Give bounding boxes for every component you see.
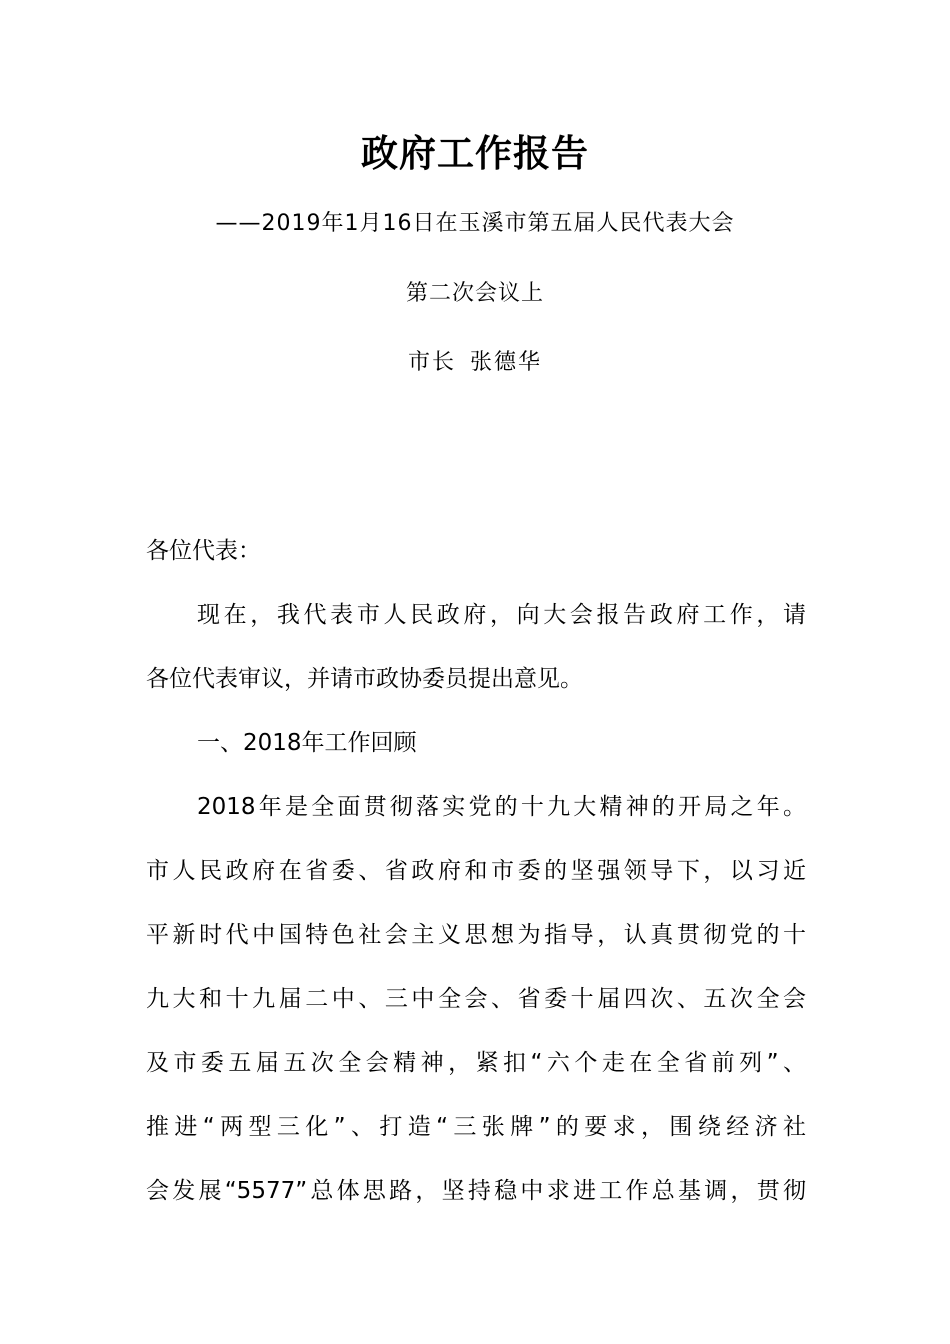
intro-line-2: 各位代表审议，并请市政协委员提出意见。 [146, 666, 583, 692]
review-line-3: 平新时代中国特色社会主义思想为指导，认真贯彻党的十 [146, 922, 806, 948]
subtitle-line-1: ——2019年1月16日在玉溪市第五届人民代表大会 [215, 211, 735, 236]
review-line-6: 推进“两型三化”、打造“三张牌”的要求，围绕经济社 [146, 1114, 806, 1140]
intro-line-1: 现在，我代表市人民政府，向大会报告政府工作，请 [197, 602, 806, 628]
review-line-7: 会发展“5577”总体思路，坚持稳中求进工作总基调，贯彻 [146, 1178, 806, 1204]
report-body [146, 530, 806, 1234]
review-line-1: 2018年是全面贯彻落实党的十九大精神的开局之年。 [197, 794, 806, 820]
document-title: 政府工作报告 [361, 132, 589, 175]
review-line-5: 及市委五届五次全会精神，紧扣“六个走在全省前列”、 [146, 1050, 806, 1076]
subtitle-line-2: 第二次会议上 [405, 281, 544, 306]
review-line-4: 九大和十九届二中、三中全会、省委十届四次、五次全会 [146, 986, 806, 1012]
review-line-2: 市人民政府在省委、省政府和市委的坚强领导下，以习近 [146, 858, 806, 884]
author-line [0, 347, 950, 379]
salutation: 各位代表： [146, 538, 261, 564]
section-heading: 一、2018年工作回顾 [197, 730, 417, 756]
author-role: 市长 [407, 350, 456, 375]
author-name: 张德华 [470, 350, 543, 375]
